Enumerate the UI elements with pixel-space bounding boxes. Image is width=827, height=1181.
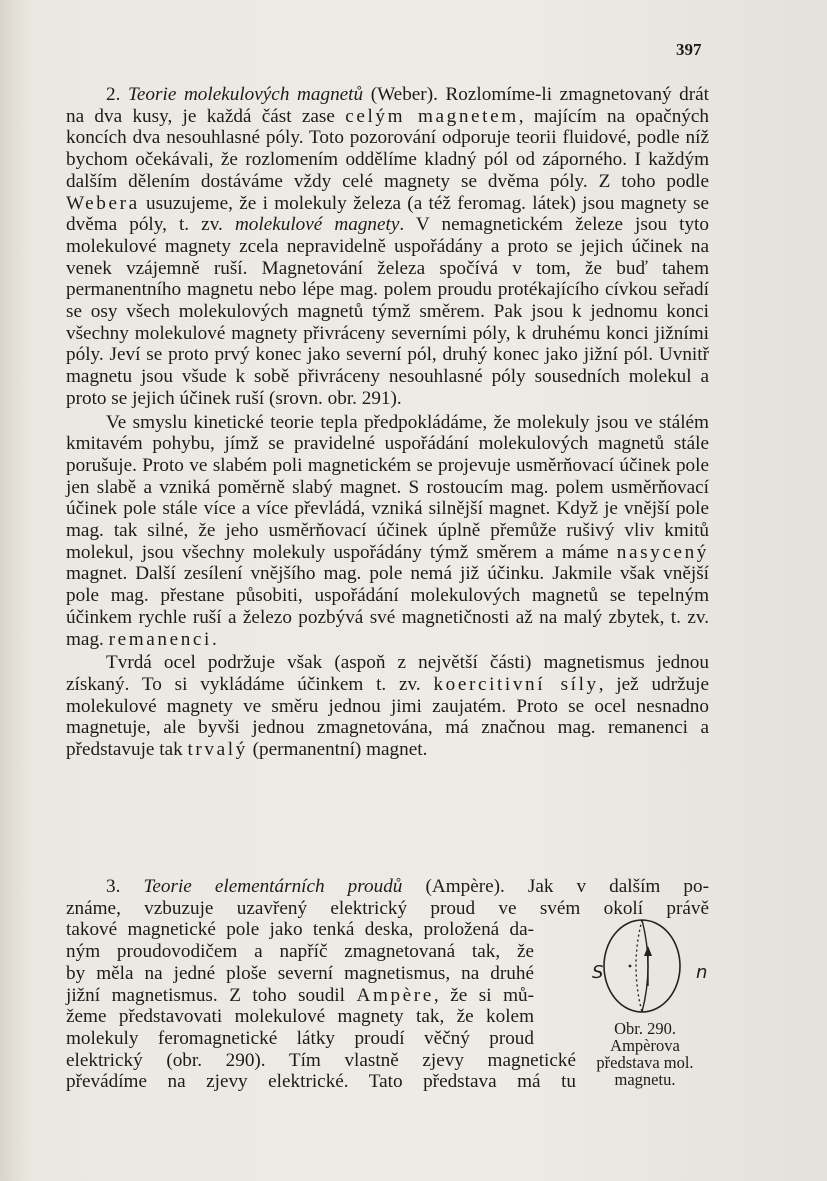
- loop-front-edge: [642, 920, 648, 1012]
- circular-current-loop: [604, 920, 680, 1012]
- loop-back-edge: [636, 920, 642, 1012]
- south-pole-label: S: [592, 962, 604, 983]
- paragraph-kinetic-theory: Ve smyslu kinetické teorie tepla předpokládáme, že molekuly jsou ve stálém kmitavém pohybu, jímž se pravidelné uspořádání molekulových magnetů stále porušuje. Proto ve slabém poli magnetickém se projevuje usměrňovací účinek pole jen slabě a vzniká poměrně slabý magnet. S rostoucím mag. polem usměrňovací účinek pole stále více a více převládá, vzniká silnější magnet. Když je vnější pole mag. tak silné, že jeho usměrňovací účinek úplně přemůže rušivý vliv kmitů molekul, jsou všechny molekuly uspořádány týmž směrem a máme nasycený magnet. Další zesílení vnějšího mag. pole nemá již účinku. Jakmile však vnější pole mag. přestane působiti, uspořádání molekulových magnetů se tepelným účinkem rychle ruší a železo pozbývá své magnetičnosti až na malý zbytek, t. zv. mag. remanenci.: [66, 411, 709, 650]
- paragraph-elementary-currents: 3. Teorie elementárních proudů (Ampère). Jak v dalším po- známe, vzbuzuje uzavřený elektrický proud ve svém okolí právě takové magnetické pole jako tenká deska, proložená da- ným proudovodičem a napříč zmagnetovaná tak, že by měla na jedné ploše severní magnetismus, na druhé jižní magnetismus. Z toho soudil Ampère, že si mů- žeme představovati molekulové magnety tak, že kolem molekuly feromagnetické látky proudí věčný proud elektrický (obr. 290). Tím vlastně zjevy magnetické převádíme na zjevy elektrické. Tato představa má tu: [66, 876, 709, 1093]
- ampere-molecule-diagram: [590, 908, 700, 1018]
- arrow-up-icon: [644, 946, 652, 956]
- section-title-molecular-magnets: Teorie molekulových magnetů: [128, 84, 364, 105]
- figure-290: [580, 908, 710, 1088]
- north-pole-label: n: [696, 962, 708, 983]
- figure-caption: Obr. 290. Ampèrova představa mol. magnetu.: [596, 1019, 694, 1089]
- paragraph-molecular-magnets: 2. Teorie molekulových magnetů (Weber). Rozlomíme-li zmagnetovaný drát na dva kusy, je každá část zase celým magnetem, majícím na opačných koncích dva nesouhlasné póly. Toto pozorování odporuje teorii fluidové, podle níž bychom očekávali, že rozlomením oddělíme kladný pól od záporného. I každým dalším dělením dostáváme vždy celé magnety se dvěma póly. Z toho podle Webera usuzujeme, že i molekuly železa (a též feromag. látek) jsou magnety se dvěma póly, t. zv. molekulové magnety. V nemagnetickém železe jsou tyto molekulové magnety zcela nepravidelně uspořádány a proto se jejich účinek na venek vzájemně ruší. Magnetování železa spočívá v tom, že buď tahem permanentního magnetu nebo lépe mag. polem proudu protékajícího cívkou seřadí se osy všech molekulových magnetů týmž směrem. Pak jsou k jednomu konci všechny molekulové magnety přivráceny severními póly, k druhému konci jižními póly. Jeví se proto prvý konec jako severní pól, druhý konec jako jižní pól. Uvnitř magnetu jsou všude k sobě přivráceny nesouhlasné póly sousedních molekul a proto se jejich účinek ruší (srovn. obr. 291).: [66, 84, 709, 409]
- center-dot: [629, 965, 632, 968]
- section-title-elementary-currents: Teorie elementárních proudů: [143, 876, 403, 897]
- body-text: [66, 84, 709, 761]
- page-number: 397: [676, 40, 702, 59]
- paragraph-hard-steel: Tvrdá ocel podržuje však (aspoň z největší části) magnetismus jednou získaný. To si vykládáme účinkem t. zv. koercitivní síly, jež udržuje molekulové magnety ve směru jednou jimi zaujatém. Proto se ocel nesnadno magnetuje, ale byvši jednou zmagnetována, má značnou mag. remanenci a představuje tak trvalý (permanentní) magnet.: [66, 652, 709, 761]
